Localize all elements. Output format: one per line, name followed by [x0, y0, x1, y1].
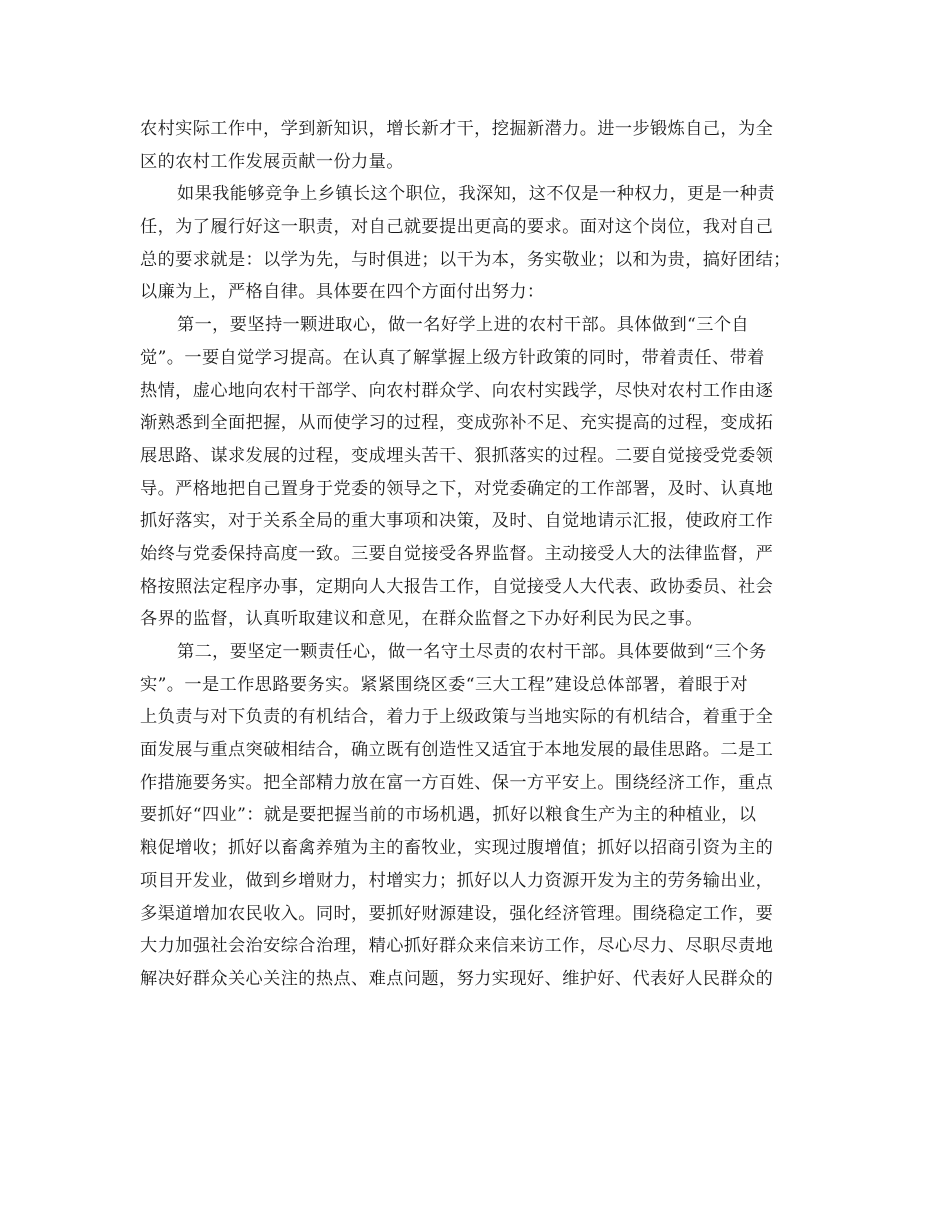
text-line: 面发展与重点突破相结合，确立既有创造性又适宜于本地发展的最佳思路。二是工 [140, 740, 774, 761]
text-line: 觉”。一要自觉学习提高。在认真了解掌握上级方针政策的同时，带着责任、带着 [140, 347, 765, 368]
paragraph-1 [140, 113, 820, 178]
text-line: 渐熟悉到全面把握，从而使学习的过程，变成弥补不足、充实提高的过程，变成拓 [140, 413, 774, 434]
text-line: 各界的监督，认真听取建议和意见，在群众监督之下办好利民为民之事。 [140, 609, 703, 630]
text-line: 作措施要务实。把全部精力放在富一方百姓、保一方平安上。围绕经济工作，重点 [140, 772, 774, 793]
text-line: 热情，虚心地向农村干部学、向农村群众学、向农村实践学，尽快对农村工作由逐 [140, 380, 774, 401]
text-line: 项目开发业，做到乡增财力，村增实力；抓好以人力资源开发为主的劳务输出业， [140, 870, 774, 891]
text-line: 导。严格地把自己置身于党委的领导之下，对党委确定的工作部署，及时、认真地 [140, 478, 774, 499]
text-line: 如果我能够竞争上乡镇长这个职位，我深知，这不仅是一种权力，更是一种责 [177, 184, 775, 205]
text-line: 粮促增收；抓好以畜禽养殖为主的畜牧业，实现过腹增值；抓好以招商引资为主的 [140, 838, 774, 859]
text-line: 抓好落实，对于关系全局的重大事项和决策，及时、自觉地请示汇报，使政府工作 [140, 511, 774, 532]
text-line: 农村实际工作中，学到新知识，增长新才干，挖掘新潜力。进一步锻炼自己，为全 [140, 119, 774, 139]
text-line: 格按照法定程序办事，定期向人大报告工作，自觉接受人大代表、政协委员、社会 [140, 576, 774, 597]
paragraph-4 [140, 636, 820, 996]
paragraph-2 [140, 178, 820, 309]
text-line: 任，为了履行好这一职责，对自己就要提出更高的要求。面对这个岗位，我对自己 [140, 217, 774, 238]
document-page [140, 113, 820, 996]
paragraph-3 [140, 309, 820, 636]
text-line: 上负责与对下负责的有机结合，着力于上级政策与当地实际的有机结合，着重于全 [140, 707, 774, 728]
text-line: 大力加强社会治安综合治理，精心抓好群众来信来访工作，尽心尽力、尽职尽责地 [140, 936, 774, 957]
text-line: 第一，要坚持一颗进取心，做一名好学上进的农村干部。具体做到“三个自 [177, 315, 749, 336]
text-line: 展思路、谋求发展的过程，变成埋头苦干、狠抓落实的过程。二要自觉接受党委领 [140, 445, 774, 466]
text-line: 实”。一是工作思路要务实。紧紧围绕区委“三大工程”建设总体部署，着眼于对 [140, 674, 748, 695]
text-line: 区的农村工作发展贡献一份力量。 [140, 151, 404, 172]
text-line: 解决好群众关心关注的热点、难点问题，努力实现好、维护好、代表好人民群众的 [140, 968, 774, 989]
text-line: 第二，要坚定一颗责任心，做一名守土尽责的农村干部。具体要做到“三个务 [177, 642, 767, 662]
text-line: 多渠道增加农民收入。同时，要抓好财源建设，强化经济管理。围绕稳定工作，要 [140, 903, 774, 924]
text-line: 以廉为上，严格自律。具体要在四个方面付出努力： [140, 282, 545, 303]
text-line: 始终与党委保持高度一致。三要自觉接受各界监督。主动接受人大的法律监督，严 [140, 543, 774, 564]
text-line: 总的要求就是：以学为先，与时俱进；以干为本，务实敬业；以和为贵，搞好团结； [140, 249, 791, 270]
text-line: 要抓好“四业”：就是要把握当前的市场机遇，抓好以粮食生产为主的种植业，以 [140, 805, 757, 826]
